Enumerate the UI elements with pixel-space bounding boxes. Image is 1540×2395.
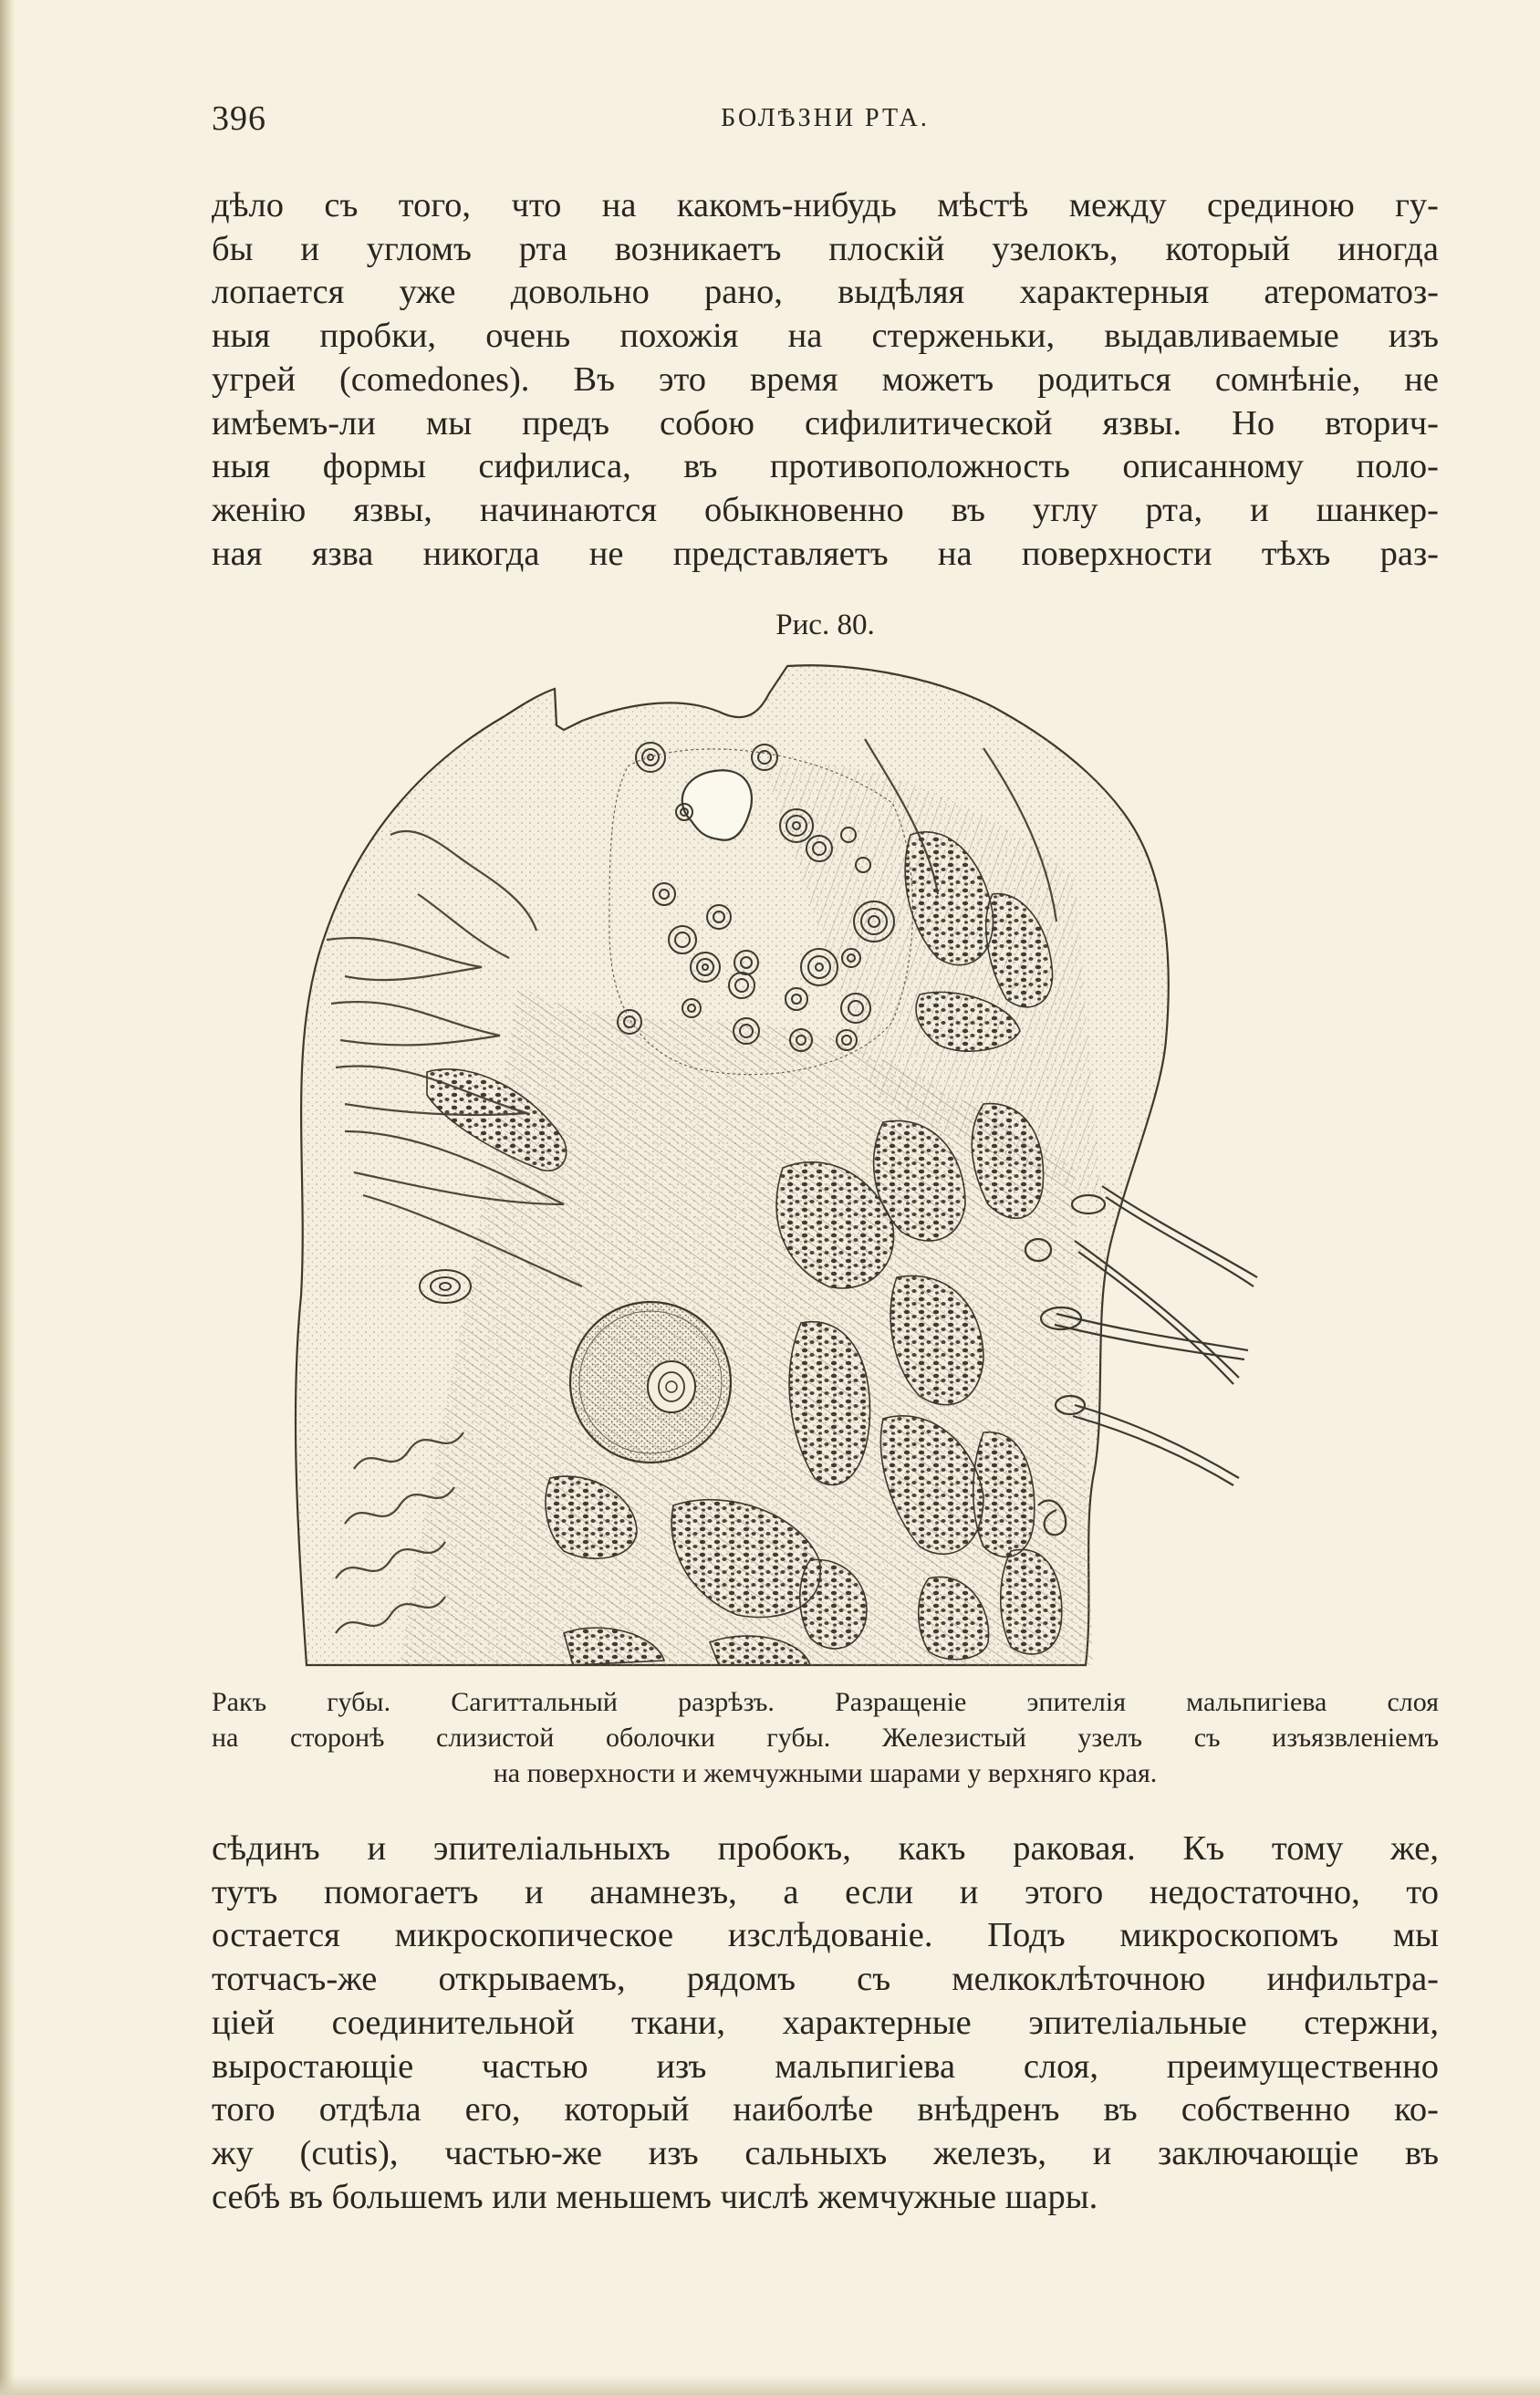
paragraph-top: [212, 184, 1439, 576]
text-line: угрей (comedones). Въ это время можетъ родиться сомнѣніе, не: [212, 359, 1439, 399]
text-line: лопается уже довольно рано, выдѣляя характерныя атероматоз-: [212, 273, 1439, 312]
text-line: жу (cutis), частью-же изъ сальныхъ железъ, и заключающіе въ: [212, 2133, 1439, 2172]
text-line: женію язвы, начинаются обыкновенно въ углу рта, и шанкер-: [212, 490, 1439, 529]
figure-caption: [212, 1684, 1439, 1791]
follicle: [570, 1302, 731, 1463]
text-line: ная язва никогда не представляетъ на поверхности тѣхъ раз-: [212, 534, 1439, 573]
text-line: сѣдинъ и эпителіальныхъ пробокъ, какъ раковая. Къ тому же,: [212, 1829, 1439, 1868]
text-line: тотчасъ-же открываемъ, рядомъ съ мелкоклѣточною инфильтра-: [212, 1960, 1439, 1999]
page-number: 396: [212, 99, 266, 138]
text-line: бы и угломъ рта возникаетъ плоскій узелокъ, который иногда: [212, 229, 1439, 268]
page-edge-bottom: [0, 2375, 1540, 2395]
running-head: [212, 99, 1439, 144]
text-line: дѣло съ того, что на какомъ-нибудь мѣстѣ между срединою гу-: [212, 186, 1439, 224]
lip-section-engraving: [290, 657, 1358, 1670]
caption-line: на сторонѣ слизистой оболочки губы. Железистый узелъ съ изъязвленіемъ: [212, 1723, 1439, 1753]
paragraph-bottom: [212, 1827, 1439, 2219]
text-line: выростающіе частью изъ мальпигіева слоя, преимущественно: [212, 2046, 1439, 2086]
figure-label: Рис. 80.: [775, 609, 875, 641]
text-line: тутъ помогаетъ и анамнезъ, а если и этого недостаточно, то: [212, 1872, 1439, 1911]
text-line: того отдѣла его, который наиболѣе внѣдренъ въ собственно ко-: [212, 2090, 1439, 2129]
text-line: себѣ въ большемъ или меньшемъ числѣ жемчужные шары.: [212, 2177, 1098, 2216]
text-line: остается микроскопическое изслѣдованіе. Подъ микроскопомъ мы: [212, 1916, 1439, 1955]
running-title: БОЛѢЗНИ РТА.: [721, 104, 930, 132]
text-line: ціей соединительной ткани, характерные эпителіальные стержни,: [212, 2003, 1439, 2042]
figure-illustration: [290, 657, 1358, 1670]
page-edge: [0, 0, 15, 2395]
text-line: ныя формы сифилиса, въ противоположность описанному поло-: [212, 447, 1439, 486]
text-line: имѣемъ-ли мы предъ собою сифилитической язвы. Но вторич-: [212, 403, 1439, 443]
text-line: ныя пробки, очень похожія на стерженьки, выдавливаемые изъ: [212, 317, 1439, 356]
caption-line: на поверхности и жемчужными шарами у верхняго края.: [493, 1758, 1158, 1788]
caption-line: Ракъ губы. Сагиттальный разрѣзъ. Разращеніе эпителія мальпигіева слоя: [212, 1687, 1439, 1717]
